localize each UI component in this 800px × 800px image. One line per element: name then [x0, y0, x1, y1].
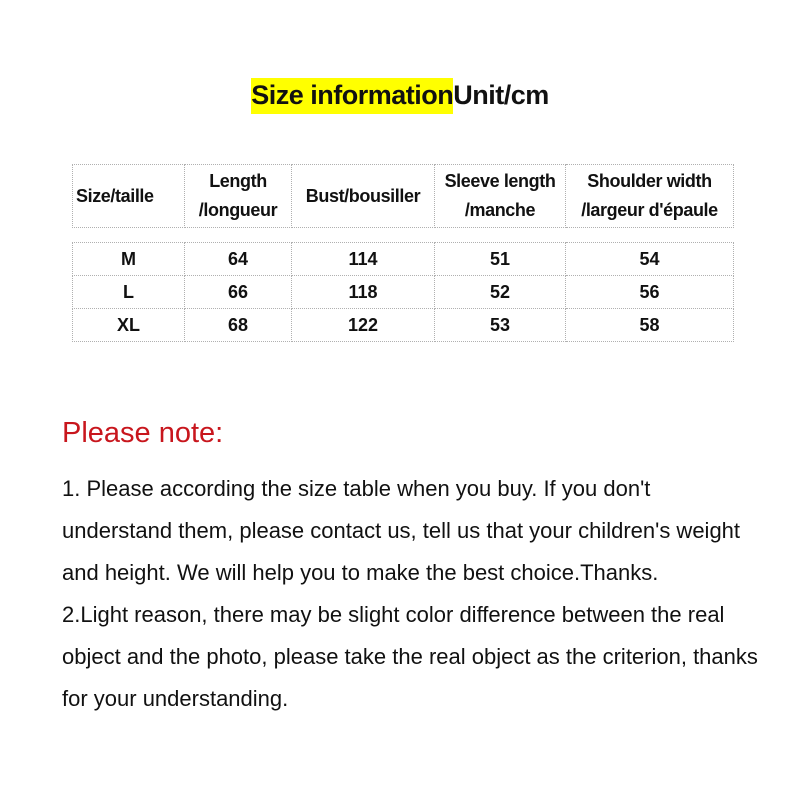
cell-sleeve: 51 — [435, 242, 566, 276]
header-bust-label: Bust/bousiller — [305, 185, 421, 206]
cell-length: 68 — [185, 309, 292, 342]
header-length-line2: /longueur — [198, 200, 278, 220]
cell-sleeve: 53 — [435, 309, 566, 342]
header-sleeve-line2: /manche — [464, 200, 536, 220]
cell-size: L — [72, 276, 185, 309]
cell-shoulder: 54 — [566, 242, 734, 276]
cell-length: 66 — [185, 276, 292, 309]
cell-sleeve: 52 — [435, 276, 566, 309]
table-row — [72, 276, 734, 309]
size-info-title — [0, 80, 800, 111]
size-info-label: Size information — [251, 78, 453, 114]
header-shoulder-line1: Shoulder width — [587, 171, 712, 191]
header-bust — [292, 164, 435, 228]
unit-label: Unit/cm — [453, 80, 549, 110]
note-paragraph-1: 1. Please according the size table when you buy. If you don't understand them, please contact us, tell us that your children's weight and height. We will help you to make the best choice.Thanks. — [62, 476, 741, 585]
cell-shoulder: 56 — [566, 276, 734, 309]
note-body — [62, 468, 762, 720]
header-sleeve — [435, 164, 566, 228]
size-table-header — [72, 164, 734, 228]
size-table-body — [72, 242, 734, 342]
cell-shoulder: 58 — [566, 309, 734, 342]
cell-size: M — [72, 242, 185, 276]
note-heading: Please note: — [62, 417, 224, 449]
header-sleeve-line1: Sleeve length — [444, 171, 556, 191]
header-length-line1: Length — [209, 171, 267, 191]
cell-bust: 122 — [292, 309, 435, 342]
table-row — [72, 309, 734, 342]
header-size-label: Size/taille — [76, 185, 154, 206]
header-shoulder — [566, 164, 734, 228]
cell-size: XL — [72, 309, 185, 342]
header-shoulder-line2: /largeur d'épaule — [581, 200, 718, 220]
cell-length: 64 — [185, 242, 292, 276]
cell-bust: 114 — [292, 242, 435, 276]
header-size — [72, 164, 185, 228]
header-row — [72, 164, 734, 228]
table-row — [72, 242, 734, 276]
header-length — [185, 164, 292, 228]
note-paragraph-2: 2.Light reason, there may be slight color difference between the real object and the photo, please take the real object as the criterion, thanks for your understanding. — [62, 602, 758, 711]
cell-bust: 118 — [292, 276, 435, 309]
